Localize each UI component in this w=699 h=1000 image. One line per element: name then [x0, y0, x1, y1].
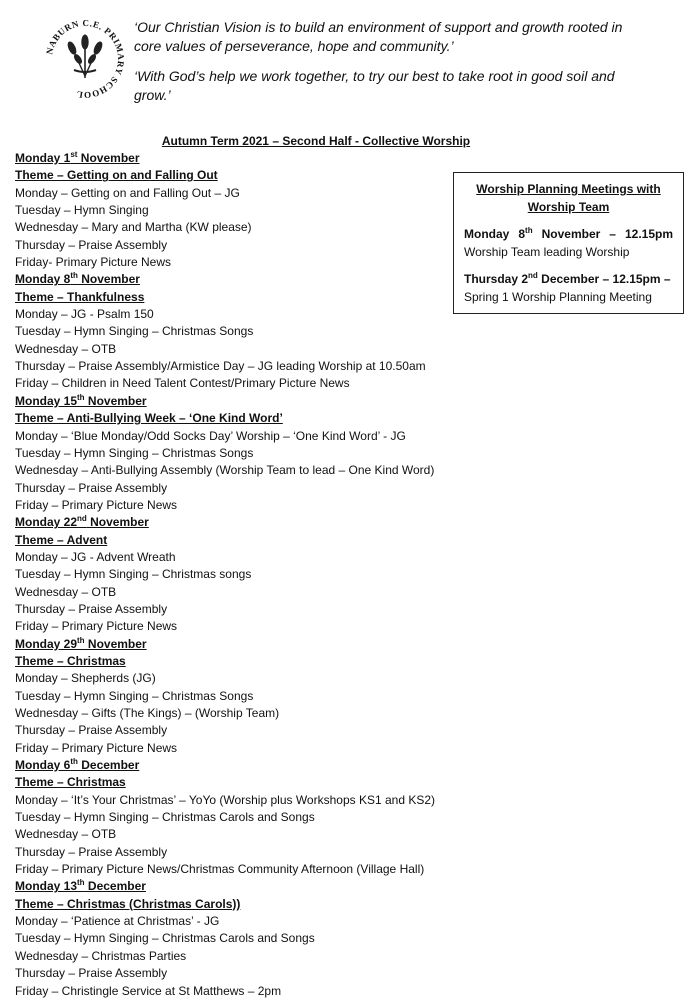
schedule-item: Thursday – Praise Assembly/Armistice Day – JG leading Worship at 10.50am: [15, 359, 426, 374]
m1-word: Monday: [464, 227, 510, 241]
week-theme: Theme – Advent: [15, 532, 108, 547]
schedule-item: Friday – Primary Picture News: [15, 497, 178, 512]
week-date: Monday 8th November: [15, 271, 140, 287]
schedule-item: Monday – ‘It’s Your Christmas’ – YoYo (Worship plus Workshops KS1 and KS2): [15, 792, 436, 807]
m1-word: –: [609, 227, 616, 241]
vision-statement-1: ‘Our Christian Vision is to build an environment of support and growth rooted in core values of perseverance, hope and community.’: [134, 19, 623, 54]
vision-statement-2: ‘With God’s help we work together, to try our best to take root in good soil and grow.’: [134, 68, 615, 103]
m2-tail: December – 12.15pm –: [537, 272, 671, 286]
schedule-item: Wednesday – OTB: [15, 341, 117, 356]
week-date: Monday 29th November: [15, 635, 147, 651]
wheat-sheaf-icon: [40, 14, 130, 104]
box-title: Worship Planning Meetings with Worship Team: [476, 182, 661, 214]
week-theme: Theme – Christmas (Christmas Carols)): [15, 896, 241, 911]
schedule-item: Monday – ‘Blue Monday/Odd Socks Day’ Worship – ‘One Kind Word’ - JG: [15, 428, 406, 443]
schedule-item: Wednesday – OTB: [15, 584, 117, 599]
schedule-item: Friday- Primary Picture News: [15, 255, 172, 270]
term-title: Autumn Term 2021 – Second Half - Collective Worship: [161, 134, 471, 148]
schedule-item: Tuesday – Hymn Singing – Christmas Songs: [15, 688, 254, 703]
schedule-item: Thursday – Praise Assembly: [15, 966, 168, 981]
schedule-item: Thursday – Praise Assembly: [15, 601, 168, 616]
week-theme: Theme – Christmas: [15, 775, 126, 790]
worship-planning-box: [453, 172, 684, 314]
meeting-2-desc: Spring 1 Worship Planning Meeting: [464, 290, 652, 304]
schedule-item: Friday – Children in Need Talent Contest/Primary Picture News: [15, 376, 350, 391]
schedule-item: Wednesday – Gifts (The Kings) – (Worship Team): [15, 706, 280, 720]
week-date: Monday 13th December: [15, 878, 146, 894]
schedule-item: Friday – Primary Picture News/Christmas Community Afternoon (Village Hall): [15, 862, 425, 877]
schedule-item: Thursday – Praise Assembly: [15, 844, 168, 859]
week-theme: Theme – Anti-Bullying Week – ‘One Kind Word’: [15, 411, 283, 426]
schedule-item: Wednesday – Mary and Martha (KW please): [15, 220, 252, 235]
week-date: Monday 6th December: [15, 757, 140, 773]
schedule-item: Monday – JG - Psalm 150: [15, 307, 154, 322]
schedule-item: Tuesday – Hymn Singing – Christmas Carols and Songs: [15, 810, 315, 825]
m2-sup: nd: [528, 271, 538, 280]
m1-word: 12.15pm: [624, 227, 673, 241]
schedule-item: Tuesday – Hymn Singing: [15, 203, 149, 218]
schedule-item: Friday – Christingle Service at St Matthews – 2pm: [15, 983, 282, 998]
week-theme: Theme – Christmas: [15, 653, 126, 668]
logo-arc-text: NABURN C.E. PRIMARY SCHOOL: [44, 17, 127, 101]
schedule-item: Wednesday – Christmas Parties: [15, 948, 187, 963]
vision-statements: [134, 18, 634, 115]
m1-word: November: [541, 227, 601, 241]
schedule-item: Monday – ‘Patience at Christmas’ - JG: [15, 914, 220, 929]
week-theme: Theme – Getting on and Falling Out: [15, 168, 218, 183]
schedule-item: Tuesday – Hymn Singing – Christmas Songs: [15, 324, 254, 339]
schedule-item: Thursday – Praise Assembly: [15, 237, 168, 252]
week-date: Monday 15th November: [15, 392, 147, 408]
school-logo: [40, 14, 130, 104]
meeting-2-date: [464, 270, 673, 288]
m1-word: [518, 225, 532, 243]
schedule-item: Friday – Primary Picture News: [15, 619, 178, 634]
schedule-item: Wednesday – OTB: [15, 827, 117, 842]
m1-day: 8: [518, 227, 526, 241]
m1-sup: th: [525, 226, 533, 235]
schedule-item: Thursday – Praise Assembly: [15, 723, 168, 738]
schedule-item: Tuesday – Hymn Singing – Christmas Carols and Songs: [15, 931, 315, 946]
week-theme: Theme – Thankfulness: [15, 289, 145, 304]
schedule-item: Wednesday – Anti-Bullying Assembly (Worship Team to lead – One Kind Word): [15, 463, 435, 478]
schedule-item: Tuesday – Hymn Singing – Christmas songs: [15, 567, 252, 582]
worship-schedule: [15, 150, 455, 1000]
meeting-1-date: [464, 225, 673, 243]
meeting-2: [464, 270, 673, 306]
schedule-item: Tuesday – Hymn Singing – Christmas Songs: [15, 445, 254, 460]
schedule-item: Thursday – Praise Assembly: [15, 480, 168, 495]
schedule-item: Monday – Getting on and Falling Out – JG: [15, 185, 240, 200]
schedule-item: Monday – Shepherds (JG): [15, 671, 156, 686]
meeting-1-desc: Worship Team leading Worship: [464, 245, 630, 259]
week-date: Monday 1st November: [15, 150, 140, 165]
schedule-item: Monday – JG - Advent Wreath: [15, 549, 176, 564]
schedule-item: Friday – Primary Picture News: [15, 740, 178, 755]
m2-date: Thursday 2: [464, 272, 529, 286]
meeting-1: [464, 225, 673, 261]
week-date: Monday 22nd November: [15, 514, 149, 530]
